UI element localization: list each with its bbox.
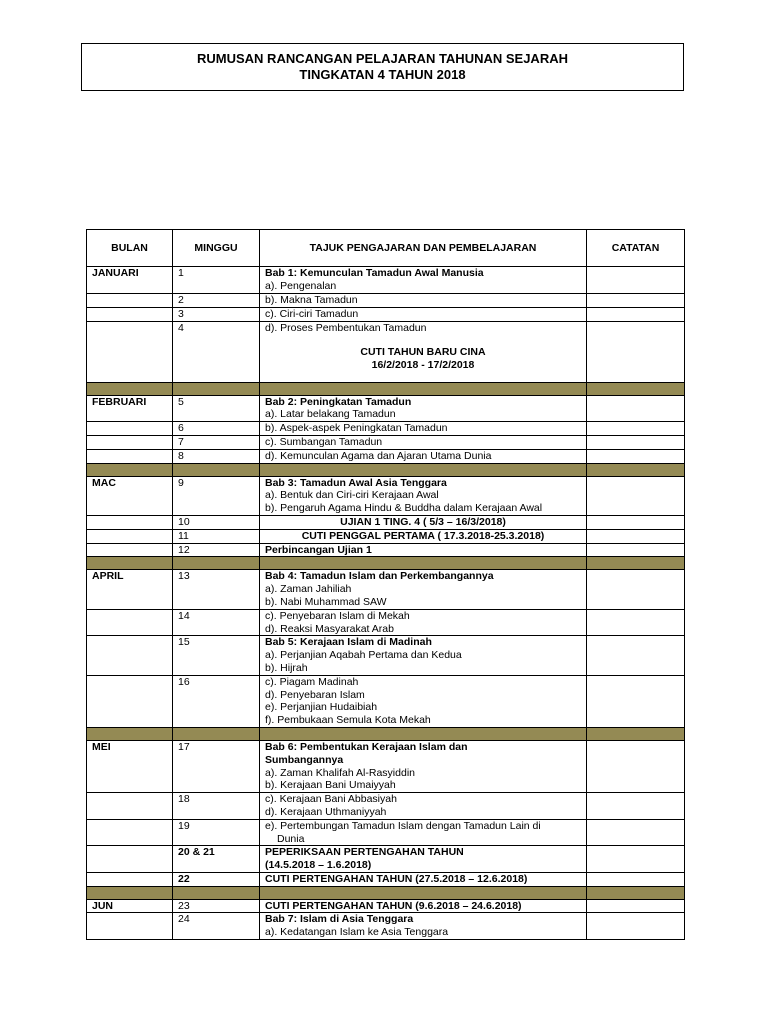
separator-row [87, 557, 685, 570]
holiday-label: CUTI PENGGAL PERTAMA ( 17.3.2018-25.3.2018) [260, 529, 587, 543]
notes-cell [587, 267, 685, 294]
week-cell: 20 & 21 [173, 846, 260, 873]
chapter-title: Bab 1: Kemunculan Tamadun Awal Manusia [265, 267, 484, 279]
subtopic: c). Sumbangan Tamadun [260, 435, 587, 449]
week-cell: 14 [173, 609, 260, 636]
table-row [87, 476, 685, 515]
table-row [87, 321, 685, 382]
topic-cell [260, 793, 587, 820]
subtopic: b). Kerajaan Bani Umaiyyah [265, 779, 396, 792]
subtopic: c). Kerajaan Bani Abbasiyah [265, 793, 397, 806]
exam-date: (14.5.2018 – 1.6.2018) [265, 859, 372, 872]
subtopic: e). Perjanjian Hudaibiah [265, 701, 378, 714]
annual-plan-table [86, 229, 685, 940]
week-cell: 19 [173, 819, 260, 846]
week-cell: 6 [173, 422, 260, 436]
week-cell: 7 [173, 435, 260, 449]
subtopic: b). Hijrah [265, 661, 308, 674]
subtopic: d). Proses Pembentukan Tamadun [265, 321, 427, 334]
holiday-label: CUTI TAHUN BARU CINA [360, 346, 486, 359]
subtopic: a). Latar belakang Tamadun [265, 408, 396, 421]
topic-cell [260, 609, 587, 636]
week-cell: 16 [173, 675, 260, 727]
subtopic: a). Perjanjian Aqabah Pertama dan Kedua [265, 649, 462, 662]
week-cell: 2 [173, 294, 260, 308]
subtopic: b). Makna Tamadun [260, 294, 587, 308]
week-cell: 10 [173, 515, 260, 529]
table-row [87, 872, 685, 886]
subtopic: d). Kerajaan Uthmaniyyah [265, 805, 387, 818]
title-line-2: TINGKATAN 4 TAHUN 2018 [299, 67, 466, 82]
subtopic: b). Nabi Muhammad SAW [265, 595, 387, 608]
subtopic: b). Aspek-aspek Peningkatan Tamadun [260, 422, 587, 436]
exam-label: UJIAN 1 TING. 4 ( 5/3 – 16/3/2018) [260, 515, 587, 529]
month-januari: JANUARI [87, 267, 173, 294]
topic-cell [260, 819, 587, 846]
subtopic: c). Penyebaran Islam di Mekah [265, 609, 410, 622]
topic-cell [260, 267, 587, 294]
week-cell: 13 [173, 570, 260, 609]
subtopic: c). Piagam Madinah [265, 675, 359, 688]
table-row [87, 435, 685, 449]
month-mac: MAC [87, 476, 173, 515]
month-april: APRIL [87, 570, 173, 609]
week-cell: 12 [173, 543, 260, 557]
week-cell: 17 [173, 740, 260, 792]
exam-label: PEPERIKSAAN PERTENGAHAN TAHUN [265, 846, 464, 859]
table-row [87, 294, 685, 308]
holiday-date: 16/2/2018 - 17/2/2018 [371, 359, 475, 372]
table-row [87, 899, 685, 913]
table-row [87, 675, 685, 727]
topic-cell [260, 395, 587, 422]
chapter-title: Bab 6: Pembentukan Kerajaan Islam dan [265, 740, 468, 753]
subtopic: d). Penyebaran Islam [265, 688, 365, 701]
month-jun: JUN [87, 899, 173, 913]
chapter-title: Bab 4: Tamadun Islam dan Perkembangannya [265, 570, 494, 583]
holiday-label: CUTI PERTENGAHAN TAHUN (27.5.2018 – 12.6.2018) [260, 872, 587, 886]
title-line-1: RUMUSAN RANCANGAN PELAJARAN TAHUNAN SEJARAH [197, 51, 568, 66]
week-cell: 22 [173, 872, 260, 886]
month-mei: MEI [87, 740, 173, 792]
separator-row [87, 886, 685, 899]
subtopic-cont: Dunia [277, 832, 305, 845]
table-row [87, 570, 685, 609]
week-cell: 9 [173, 476, 260, 515]
week-cell: 24 [173, 913, 260, 940]
subtopic: a). Zaman Jahiliah [265, 583, 352, 596]
separator-row [87, 382, 685, 395]
week-cell: 23 [173, 899, 260, 913]
table-row [87, 846, 685, 873]
separator-row [87, 727, 685, 740]
topic-cell [260, 636, 587, 675]
table-row [87, 819, 685, 846]
week-cell: 1 [173, 267, 260, 294]
topic-cell [260, 570, 587, 609]
chapter-title: Bab 2: Peningkatan Tamadun [265, 395, 412, 408]
header-bulan: BULAN [87, 230, 173, 267]
subtopic: a). Bentuk dan Ciri-ciri Kerajaan Awal [265, 489, 439, 502]
chapter-title-cont: Sumbangannya [265, 753, 344, 766]
subtopic: a). Kedatangan Islam ke Asia Tenggara [265, 926, 449, 939]
week-cell: 8 [173, 449, 260, 463]
topic-cell [260, 846, 587, 873]
topic-cell [260, 675, 587, 727]
table-row [87, 793, 685, 820]
separator-row [87, 463, 685, 476]
document-title [81, 43, 684, 91]
table-row [87, 609, 685, 636]
subtopic: a). Pengenalan [265, 279, 337, 292]
month-februari: FEBRUARI [87, 395, 173, 422]
header-row [87, 230, 685, 267]
chapter-title: Bab 7: Islam di Asia Tenggara [265, 913, 414, 926]
subtopic: a). Zaman Khalifah Al-Rasyiddin [265, 766, 415, 779]
table-row [87, 422, 685, 436]
table-row [87, 395, 685, 422]
week-cell: 5 [173, 395, 260, 422]
subtopic: d). Kemunculan Agama dan Ajaran Utama Dunia [260, 449, 587, 463]
week-cell: 11 [173, 529, 260, 543]
header-minggu: MINGGU [173, 230, 260, 267]
subtopic: d). Reaksi Masyarakat Arab [265, 622, 394, 635]
table-row [87, 913, 685, 940]
table-row [87, 543, 685, 557]
subtopic: e). Pertembungan Tamadun Islam dengan Tamadun Lain di [265, 819, 541, 832]
header-tajuk: TAJUK PENGAJARAN DAN PEMBELAJARAN [260, 230, 587, 267]
table-row [87, 267, 685, 294]
table-row [87, 307, 685, 321]
subtopic: b). Pengaruh Agama Hindu & Buddha dalam Kerajaan Awal [265, 502, 543, 515]
week-cell: 4 [173, 321, 260, 382]
week-cell: 18 [173, 793, 260, 820]
chapter-title: Bab 3: Tamadun Awal Asia Tenggara [265, 476, 447, 489]
subtopic: f). Pembukaan Semula Kota Mekah [265, 714, 431, 727]
chapter-title: Bab 5: Kerajaan Islam di Madinah [265, 636, 432, 649]
topic-cell [260, 913, 587, 940]
topic-cell [260, 740, 587, 792]
week-cell: 3 [173, 307, 260, 321]
table-row [87, 529, 685, 543]
table-row [87, 636, 685, 675]
subtopic: c). Ciri-ciri Tamadun [260, 307, 587, 321]
discussion-label: Perbincangan Ujian 1 [260, 543, 587, 557]
topic-cell [260, 476, 587, 515]
holiday-label: CUTI PERTENGAHAN TAHUN (9.6.2018 – 24.6.2018) [260, 899, 587, 913]
table-row [87, 449, 685, 463]
table-row [87, 740, 685, 792]
table-row [87, 515, 685, 529]
week-cell: 15 [173, 636, 260, 675]
topic-cell [260, 321, 587, 382]
header-catatan: CATATAN [587, 230, 685, 267]
